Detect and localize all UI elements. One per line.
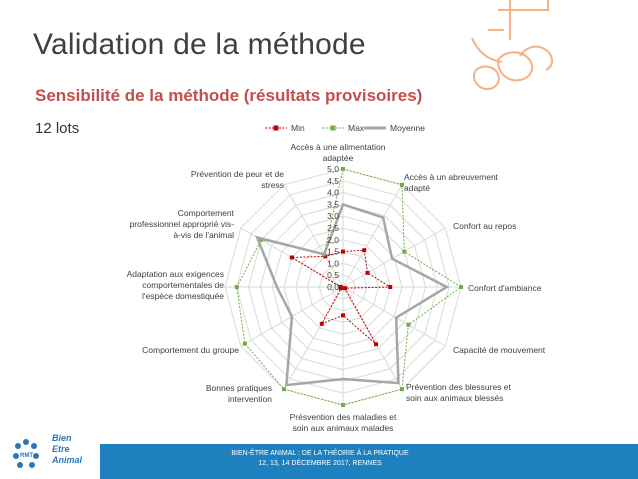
point-max bbox=[341, 167, 345, 171]
point-min bbox=[320, 322, 324, 326]
point-min bbox=[374, 342, 378, 346]
page-title: Validation de la méthode bbox=[33, 28, 366, 61]
legend-label-moyenne: Moyenne bbox=[390, 123, 425, 133]
chart-legend bbox=[265, 123, 425, 133]
brand-line-3: Animal bbox=[52, 455, 83, 465]
axis-label: Accès à une alimentation adaptée bbox=[290, 142, 386, 163]
legend-item-max bbox=[322, 123, 365, 133]
point-max bbox=[402, 250, 406, 254]
axis-label: Adaptation aux exigences comportementales de l'espèce domestiquée bbox=[126, 269, 224, 301]
point-min bbox=[339, 285, 343, 289]
tick-label: 3,0 bbox=[327, 211, 339, 222]
legend-label-min: Min bbox=[291, 123, 305, 133]
legend-label-max: Max bbox=[348, 123, 365, 133]
point-max bbox=[235, 285, 239, 289]
legend-marker-max bbox=[331, 126, 336, 131]
point-min bbox=[366, 271, 370, 275]
axis-label: Présvention des maladies et soin aux animaux malades bbox=[289, 412, 397, 432]
axis-label: Confort d'ambiance bbox=[468, 283, 542, 293]
tick-label: 5,0 bbox=[327, 164, 339, 174]
brand-mark: RMT bbox=[20, 453, 33, 459]
legend-marker-min bbox=[274, 126, 279, 131]
tick-label: 1,0 bbox=[327, 258, 339, 269]
point-min bbox=[341, 313, 345, 317]
tick-label: 1,5 bbox=[327, 246, 339, 257]
axis-label: Bonnes pratiques intervention bbox=[205, 383, 272, 404]
legend-item-min bbox=[265, 123, 305, 133]
axis-label: Comportement professionnel approprié vis-à-vis de l'animal bbox=[129, 208, 234, 240]
point-min bbox=[362, 248, 366, 252]
point-max bbox=[341, 403, 345, 407]
tick-label: 0,5 bbox=[327, 270, 339, 281]
axis-label: Prévention de peur et de stress bbox=[190, 169, 284, 190]
axis-label: Confort au repos bbox=[453, 221, 517, 231]
tick-label: 2,5 bbox=[327, 223, 339, 233]
point-max bbox=[400, 387, 404, 391]
tick-label: 3,5 bbox=[327, 199, 339, 210]
point-max bbox=[243, 342, 247, 346]
point-min bbox=[343, 286, 347, 290]
point-min bbox=[341, 250, 345, 254]
radar-tick-labels bbox=[327, 164, 339, 292]
axis-label: Comportement du groupe bbox=[142, 345, 239, 355]
footer-line-2: 12, 13, 14 DÉCEMBRE 2017, RENNES bbox=[258, 460, 382, 467]
lots-count: 12 lots bbox=[35, 120, 80, 137]
point-min bbox=[388, 285, 392, 289]
tick-label: 4,5 bbox=[327, 175, 339, 186]
brand-line-2: Etre bbox=[52, 444, 70, 454]
brand-line-1: Bien bbox=[52, 433, 72, 443]
point-min bbox=[290, 256, 294, 260]
slide-subtitle: Sensibilité de la méthode (résultats provisoires) bbox=[35, 86, 423, 105]
brand-wordmark bbox=[52, 433, 82, 466]
point-max bbox=[459, 285, 463, 289]
axis-label: Capacité de mouvement bbox=[453, 345, 546, 355]
axis-label: Prévention des blessures et soin aux animaux blessés bbox=[406, 382, 511, 403]
tick-label: 4,0 bbox=[327, 187, 339, 198]
point-max bbox=[406, 323, 410, 327]
legend-item-moyenne bbox=[364, 123, 425, 133]
axis-label: Accès à un abreuvement adapté bbox=[404, 172, 499, 193]
footer-text bbox=[100, 449, 540, 469]
tick-label: 0,0 bbox=[327, 282, 339, 292]
tick-label: 2,0 bbox=[327, 234, 339, 245]
footer-line-1: BIEN-ÊTRE ANIMAL : DE LA THÉORIE À LA PRATIQUE bbox=[231, 450, 409, 457]
point-max bbox=[282, 387, 286, 391]
